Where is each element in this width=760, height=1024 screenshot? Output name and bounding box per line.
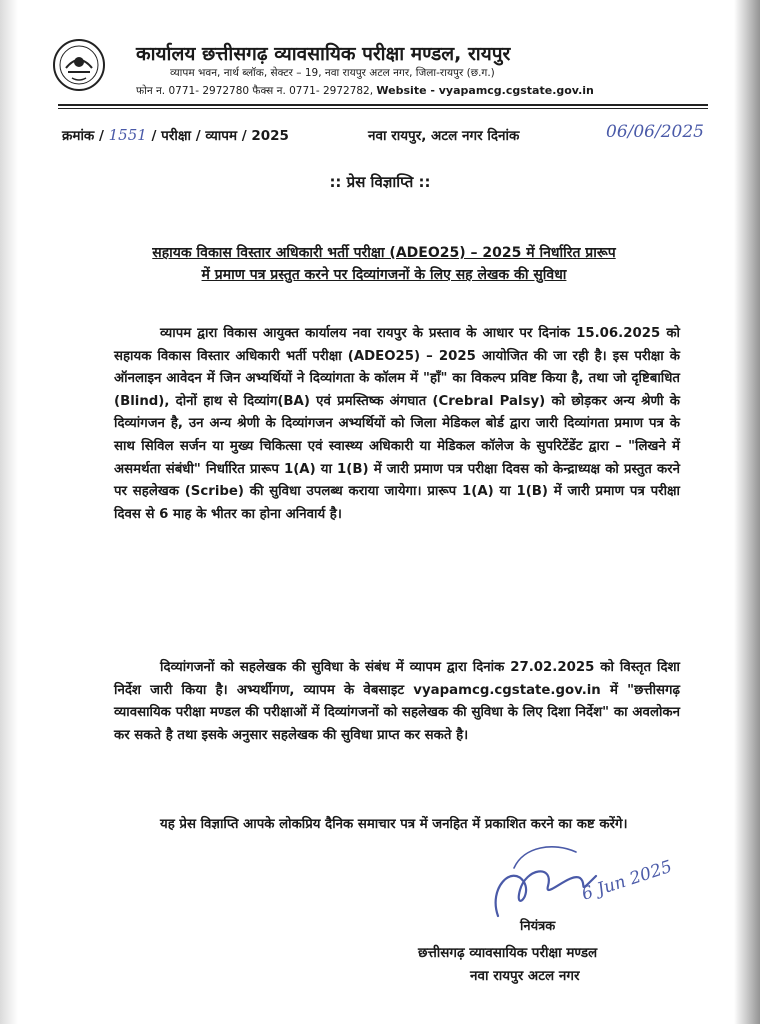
signatory-designation: नियंत्रक (520, 919, 556, 934)
header-rule-thin (58, 108, 708, 109)
office-title: कार्यालय छत्तीसगढ़ व्यावसायिक परीक्षा मण्डल, रायपुर (136, 43, 511, 65)
signatory-organization: छत्तीसगढ़ व्यावसायिक परीक्षा मण्डल (418, 945, 598, 961)
office-address: व्यापम भवन, नार्थ ब्लॉक, सेक्टर – 19, नवा रायपुर अटल नगर, जिला-रायपुर (छ.ग.) (170, 67, 495, 79)
page-edge-shadow-left (0, 0, 18, 1024)
reference-suffix: / परीक्षा / व्यापम / 2025 (151, 128, 289, 144)
vyapam-logo-icon (52, 38, 106, 92)
header-rule (58, 104, 708, 106)
phone-fax: फोन न. 0771- 2972780 फैक्स न. 0771- 2972782, (136, 85, 374, 97)
body-paragraph-3: यह प्रेस विज्ञाप्ति आपके लोकप्रिय दैनिक समाचार पत्र में जनहित में प्रकाशित करने का कष्ट करेंगे। (160, 817, 628, 832)
subject-heading (74, 242, 694, 286)
signature-scribble (484, 838, 675, 928)
website-link: Website - vyapamcg.cgstate.gov.in (376, 84, 594, 97)
place-date-label: नवा रायपुर, अटल नगर दिनांक (368, 128, 520, 144)
reference-handwritten-number: 1551 (108, 126, 147, 144)
signatory-city: नवा रायपुर अटल नगर (470, 968, 580, 984)
office-contact (136, 84, 736, 98)
reference-number (62, 126, 289, 144)
reference-row (62, 122, 712, 150)
press-release-title: :: प्रेस विज्ञाप्ति :: (329, 173, 431, 191)
subject-line-1: सहायक विकास विस्तार अधिकारी भर्ती परीक्षा (ADEO25) – 2025 में निर्धारित प्रारूप (152, 245, 616, 261)
handwritten-date: 06/06/2025 (606, 122, 704, 142)
page-edge-shadow-right (734, 0, 760, 1024)
reference-prefix: क्रमांक / (62, 128, 104, 144)
subject-line-2: में प्रमाण पत्र प्रस्तुत करने पर दिव्यांगजनों के लिए सह लेखक की सुविधा (201, 267, 567, 283)
body-paragraph-2: दिव्यांगजनों को सहलेखक की सुविधा के संबंध में व्यापम द्वारा दिनांक 27.02.2025 को विस्तृत दिशा निर्देश जारी किया है। अभ्यर्थीगण, व्यापम के वेबसाइट vyapamcg.cgstate.gov.in में "छत्तीसगढ़ व्यावसायिक परीक्षा मण्डल की परीक्षाओं में दिव्यांगजनों को सहलेखक की सुविधा के लिए दिशा निर्देश" का अवलोकन कर सकते है तथा इसके अनुसार सहलेखक की सुविधा प्राप्त कर सकते है। (114, 660, 680, 743)
body-paragraph-1: व्यापम द्वारा विकास आयुक्त कार्यालय नवा रायपुर के प्रस्ताव के आधार पर दिनांक 15.06.2025 को सहायक विकास विस्तार अधिकारी भर्ती परीक्षा (ADEO25) – 2025 आयोजित की जा रही है। इस परीक्षा के ऑनलाइन आवेदन में जिन अभ्यर्थियों ने दिव्यांगता के कॉलम में "हाँ" का विकल्प प्रविष्ट किया है, तथा जो दृष्टिबाधित (Blind), दोनों हाथ से दिव्यांग(BA) एवं प्रमस्तिष्क अंगघात (Crebral Palsy) को छोड़कर अन्य श्रेणी के दिव्यांगजन है, उन अन्य श्रेणी के दिव्यांगजन अभ्यर्थियों को जिला मेडिकल बोर्ड द्वारा जारी दिव्यांगता प्रमाण पत्र के साथ सिविल सर्जन या मुख्य चिकित्सा एवं स्वास्थ्य अधिकारी या मेडिकल कॉलेज के सुपरिटेंडेंट द्वारा – "लिखने में असमर्थता संबंधी" निर्धारित प्रारूप 1(A) या 1(B) में जारी प्रमाण पत्र परीक्षा दिवस को केन्द्राध्यक्ष को प्रस्तुत करने पर सहलेखक (Scribe) की सुविधा उपलब्ध कराया जायेगा। प्रारूप 1(A) या 1(B) में जारी प्रमाण पत्र परीक्षा दिवस से 6 माह के भीतर का होना अनिवार्य है। (114, 326, 680, 522)
signature-date: 6 Jun 2025 (579, 856, 675, 905)
